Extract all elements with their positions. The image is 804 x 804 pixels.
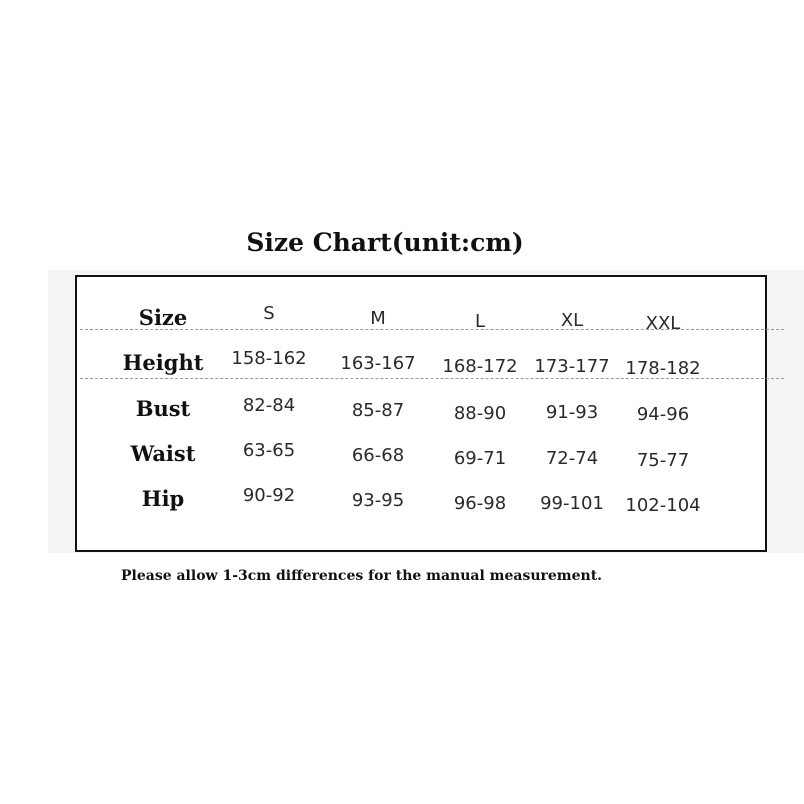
height-xl: 173-177 [534, 356, 610, 377]
bust-xl: 91-93 [545, 402, 599, 423]
size-header-m: M [370, 308, 386, 329]
waist-s: 63-65 [242, 440, 296, 461]
hip-xxl: 102-104 [625, 495, 701, 516]
size-header-xl: XL [560, 310, 584, 331]
size-header-l: L [474, 311, 486, 332]
waist-m: 66-68 [351, 445, 405, 466]
hip-s: 90-92 [242, 485, 296, 506]
size-chart-title: Size Chart(unit:cm) [246, 228, 524, 257]
height-s: 158-162 [231, 348, 307, 369]
hip-m: 93-95 [351, 490, 405, 511]
row-label-hip: Hip [141, 486, 185, 511]
bust-xxl: 94-96 [636, 404, 690, 425]
height-m: 163-167 [340, 353, 416, 374]
row-label-waist: Waist [130, 441, 196, 466]
measurement-note: Please allow 1-3cm differences for the manual measurement. [121, 568, 603, 584]
row-label-height: Height [122, 350, 204, 375]
height-xxl: 178-182 [625, 358, 701, 379]
size-header-xxl: XXL [645, 313, 681, 334]
size-header-s: S [263, 303, 275, 324]
height-l: 168-172 [442, 356, 518, 377]
waist-xl: 72-74 [545, 448, 599, 469]
bust-l: 88-90 [453, 403, 507, 424]
row-label-bust: Bust [135, 396, 191, 421]
size-header-label: Size [138, 305, 188, 330]
hip-xl: 99-101 [540, 493, 604, 514]
hip-l: 96-98 [453, 493, 507, 514]
bust-m: 85-87 [351, 400, 405, 421]
waist-xxl: 75-77 [636, 450, 690, 471]
bust-s: 82-84 [242, 395, 296, 416]
waist-l: 69-71 [453, 448, 507, 469]
